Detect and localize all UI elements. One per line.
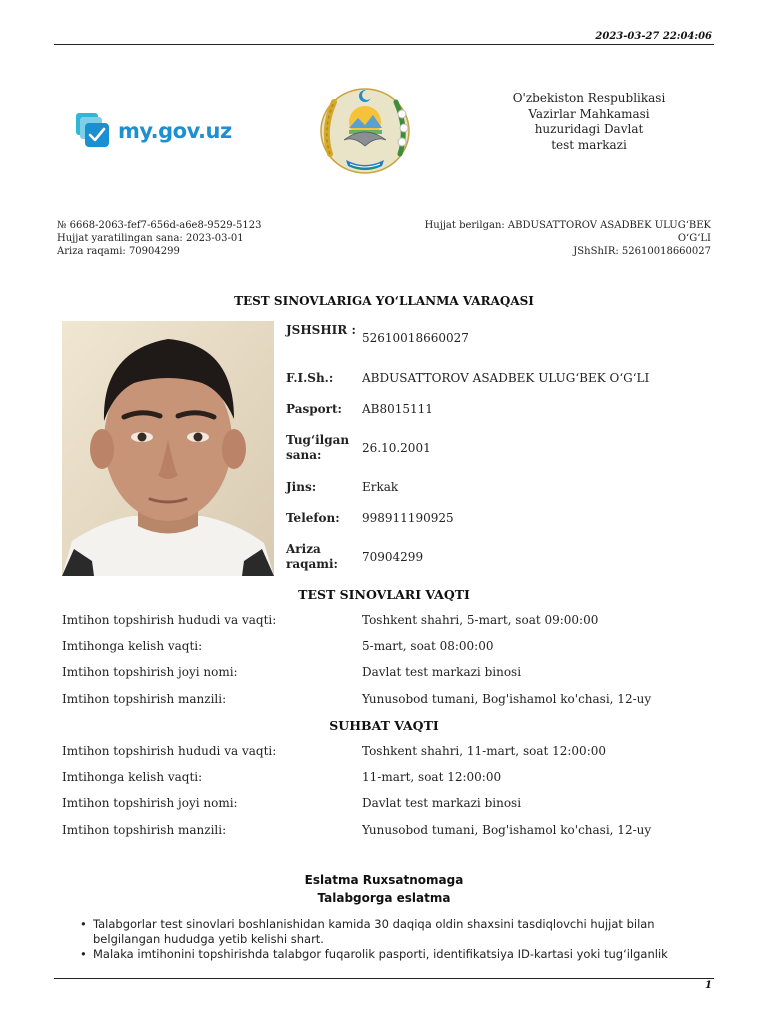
test-row-value: Davlat test markazi binosi xyxy=(362,665,522,679)
logo-text: my.gov.uz xyxy=(118,119,232,143)
test-row-value: Toshkent shahri, 5-mart, soat 09:00:00 xyxy=(362,613,599,627)
info-value: 26.10.2001 xyxy=(362,441,431,455)
test-row-label: Imtihon topshirish joyi nomi: xyxy=(62,665,238,679)
info-label: Tug‘ilgan sana: xyxy=(286,433,350,462)
notes-list xyxy=(76,917,716,962)
test-row-value: Yunusobod tumani, Bog'ishamol ko'chasi, 12-uy xyxy=(362,692,652,706)
notes-title: Eslatma Ruxsatnomaga xyxy=(304,873,464,887)
state-emblem-icon xyxy=(316,84,414,176)
notes-subtitle: Talabgorga eslatma xyxy=(317,891,451,905)
test-row-label: Imtihonga kelish vaqti: xyxy=(62,639,203,653)
interview-row-label: Imtihon topshirish hududi va vaqti: xyxy=(62,744,277,758)
info-value: 998911190925 xyxy=(362,511,454,525)
info-label: F.I.Sh.: xyxy=(286,371,334,385)
top-divider xyxy=(54,44,714,45)
list-item: • Malaka imtihonini topshirishda talabgor fuqarolik pasporti, identifikatsiya ID-kartasi yoki tug‘ilganlik xyxy=(76,947,716,962)
info-label: Pasport: xyxy=(286,402,342,416)
info-label: Telefon: xyxy=(286,511,340,525)
organization-name: O'zbekiston Respublikasi Vazirlar Mahkamasi huzuridagi Davlat test markazi xyxy=(512,91,666,152)
application-number: Ariza raqami: 70904299 xyxy=(57,246,180,257)
info-label: Jins: xyxy=(286,480,317,494)
test-row-label: Imtihon topshirish manzili: xyxy=(62,692,227,706)
info-value: AB8015111 xyxy=(362,402,433,416)
interview-row-value: Davlat test markazi binosi xyxy=(362,796,522,810)
test-row-value: 5-mart, soat 08:00:00 xyxy=(362,639,494,653)
page-number: 1 xyxy=(705,980,712,991)
document-number: № 6668-2063-fef7-656d-a6e8-9529-5123 xyxy=(57,220,262,231)
test-section-title: TEST SINOVLARI VAQTI xyxy=(298,587,470,602)
timestamp: 2023-03-27 22:04:06 xyxy=(595,31,712,42)
interview-row-value: 11-mart, soat 12:00:00 xyxy=(362,770,502,784)
checkbox-logo-icon xyxy=(76,113,112,149)
mygov-logo[interactable] xyxy=(76,112,236,150)
applicant-photo xyxy=(62,321,274,576)
document-created-date: Hujjat yaratilingan sana: 2023-03-01 xyxy=(57,233,244,244)
test-row-label: Imtihon topshirish hududi va vaqti: xyxy=(62,613,277,627)
info-value: Erkak xyxy=(362,480,399,494)
info-value: 70904299 xyxy=(362,550,424,564)
list-item: • Talabgorlar test sinovlari boshlanishidan kamida 30 daqiqa oldin shaxsini tasdiqlovchi hujjat bilan belgilangan hududga yetib kelishi shart. xyxy=(76,917,716,947)
interview-row-label: Imtihonga kelish vaqti: xyxy=(62,770,203,784)
document-meta xyxy=(57,219,262,258)
interview-section-title: SUHBAT VAQTI xyxy=(329,718,439,733)
info-label: Ariza raqami: xyxy=(286,542,338,571)
info-label: JSHSHIR : xyxy=(286,323,356,337)
document-title: TEST SINOVLARIGA YO‘LLANMA VARAQASI xyxy=(234,294,534,308)
info-value: 52610018660027 xyxy=(362,331,469,345)
info-value: ABDUSATTOROV ASADBEK ULUG‘BEK O‘G‘LI xyxy=(362,371,650,385)
issued-to: Hujjat berilgan: ABDUSATTOROV ASADBEK ULUG‘BEK O‘G‘LI JShShIR: 52610018660027 xyxy=(381,219,711,258)
interview-row-label: Imtihon topshirish manzili: xyxy=(62,823,227,837)
bottom-divider xyxy=(54,978,714,979)
interview-row-value: Yunusobod tumani, Bog'ishamol ko'chasi, 12-uy xyxy=(362,823,652,837)
interview-row-value: Toshkent shahri, 11-mart, soat 12:00:00 xyxy=(362,744,607,758)
issued-to-jshshir: JShShIR: 52610018660027 xyxy=(573,246,711,257)
interview-row-label: Imtihon topshirish joyi nomi: xyxy=(62,796,238,810)
